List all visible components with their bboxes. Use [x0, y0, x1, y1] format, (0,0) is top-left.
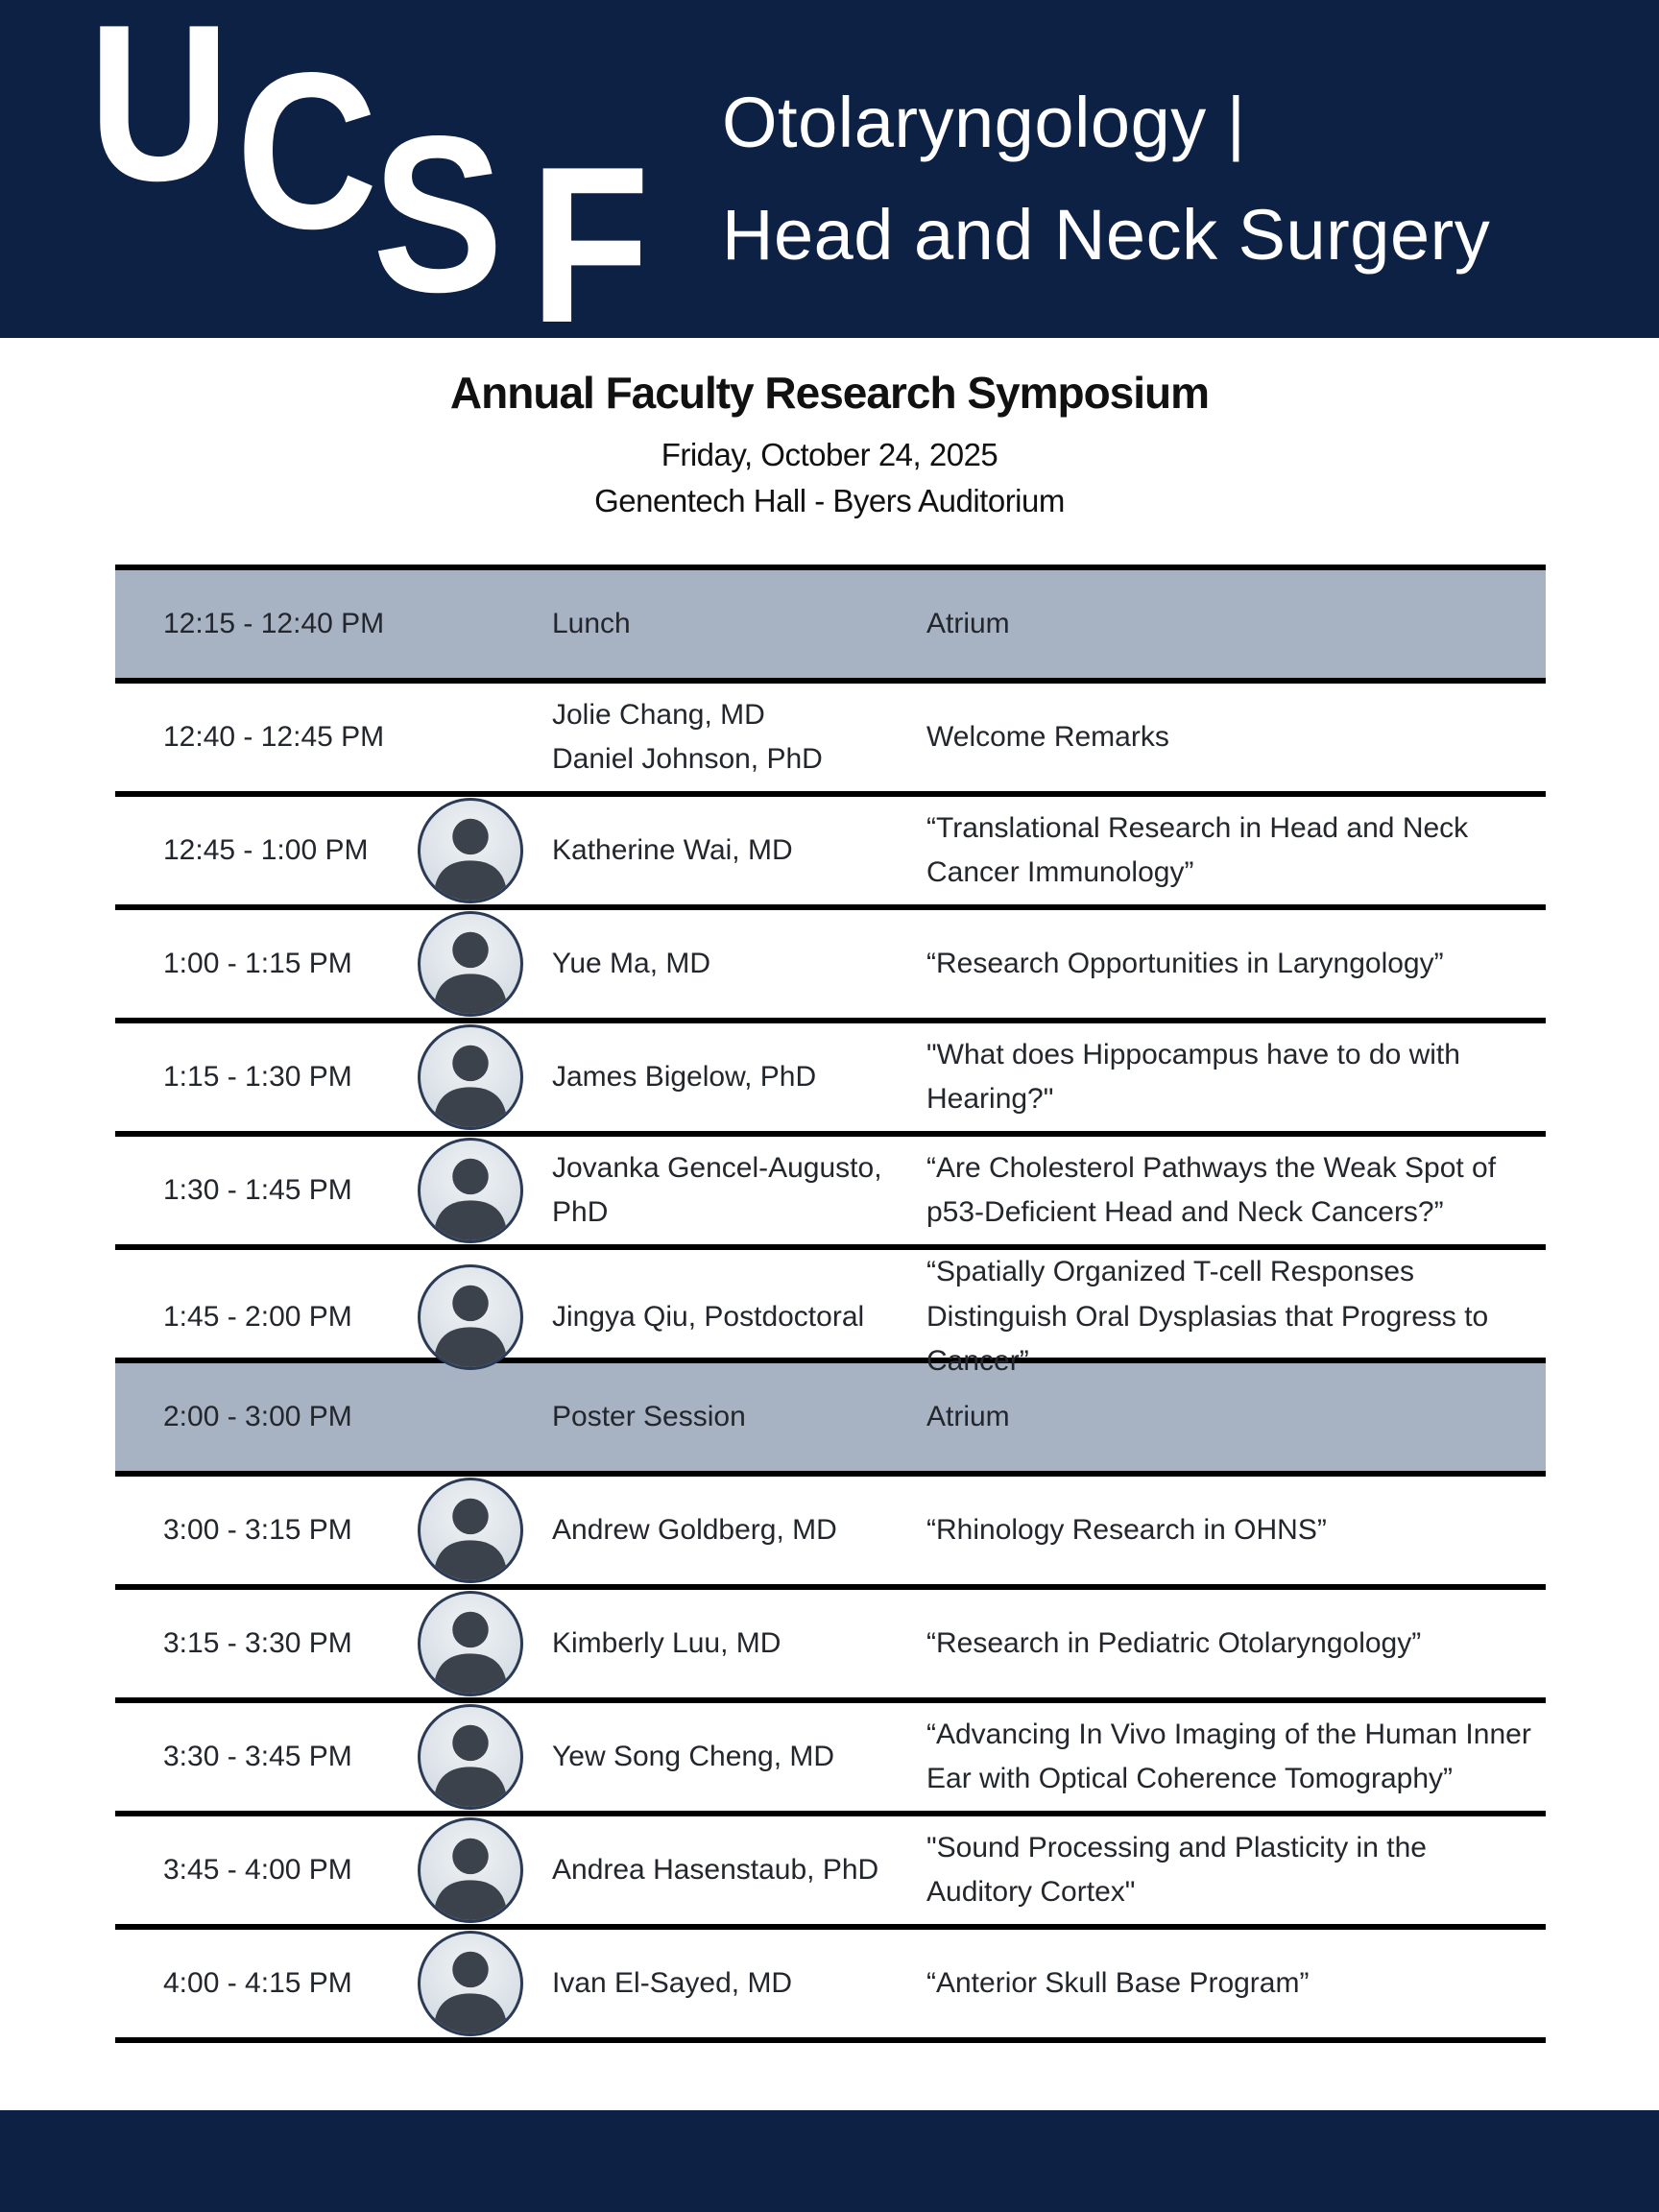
ucsf-logo: [0, 0, 672, 370]
event-title: Annual Faculty Research Symposium: [449, 368, 1210, 418]
speaker-name-line: Yew Song Cheng, MD: [552, 1740, 835, 1772]
schedule-row: [115, 1131, 1546, 1244]
speaker-photo: [418, 1591, 523, 1696]
schedule-row: [115, 1924, 1546, 2037]
speaker-photo: [418, 798, 523, 903]
schedule-row: [115, 904, 1546, 1018]
speaker-names: [552, 602, 631, 647]
session-time: 12:40 - 12:45 PM: [163, 721, 385, 753]
speaker-name-line: Ivan El-Sayed, MD: [552, 1966, 793, 1999]
person-silhouette-icon: [421, 1594, 520, 1694]
person-silhouette-icon: [421, 1707, 520, 1807]
schedule-table: [115, 565, 1546, 2043]
speaker-name-line: Andrea Hasenstaub, PhD: [552, 1853, 879, 1886]
speaker-name-line: Daniel Johnson, PhD: [552, 743, 823, 775]
session-speaker-cell: [418, 911, 926, 1017]
session-title: "Sound Processing and Plasticity in the Auditory Cortex": [926, 1831, 1427, 1908]
speaker-names: [552, 1146, 926, 1236]
session-speaker-cell: [418, 1931, 926, 2036]
speaker-name-line: James Bigelow, PhD: [552, 1060, 817, 1093]
person-silhouette-icon: [421, 1141, 520, 1240]
speaker-photo: [418, 1817, 523, 1923]
session-time: 12:45 - 1:00 PM: [163, 834, 369, 866]
session-time: 1:00 - 1:15 PM: [163, 948, 352, 979]
event-title-block: [0, 367, 1659, 524]
speaker-photo: [418, 1931, 523, 2036]
speaker-name-line: Yue Ma, MD: [552, 947, 711, 979]
speaker-photo: [418, 1478, 523, 1583]
person-silhouette-icon: [421, 1934, 520, 2033]
schedule-row: [115, 791, 1546, 904]
speaker-names: [552, 1848, 878, 1893]
session-title: Welcome Remarks: [926, 720, 1169, 753]
speaker-photo: [418, 1138, 523, 1243]
session-time: 1:30 - 1:45 PM: [163, 1174, 352, 1206]
session-title: “Translational Research in Head and Neck Cancer Immunology”: [926, 811, 1469, 888]
department-line1: Otolaryngology |: [722, 83, 1246, 162]
session-speaker-cell: [418, 1138, 926, 1243]
schedule-row: [115, 1244, 1546, 1377]
session-speaker-cell: [418, 1591, 926, 1696]
logo-letter: C: [236, 27, 373, 276]
person-silhouette-icon: [421, 801, 520, 901]
department-name: [722, 67, 1490, 292]
session-time: 2:00 - 3:00 PM: [163, 1401, 352, 1432]
schedule-row: [115, 565, 1546, 678]
speaker-names: [552, 1961, 792, 2007]
speaker-name-line: Jovanka Gencel-Augusto, PhD: [552, 1151, 882, 1228]
speaker-name-line: Andrew Goldberg, MD: [552, 1513, 837, 1546]
person-silhouette-icon: [421, 1267, 520, 1367]
person-silhouette-icon: [421, 1480, 520, 1580]
session-speaker-cell: [418, 1024, 926, 1130]
speaker-photo: [418, 1024, 523, 1130]
session-time: 12:15 - 12:40 PM: [163, 608, 385, 639]
speaker-names: [552, 829, 793, 874]
schedule-row: [115, 678, 1546, 791]
speaker-name-line: Katherine Wai, MD: [552, 833, 793, 866]
speaker-name-line: Jingya Qiu, Postdoctoral: [552, 1300, 865, 1333]
ucsf-header-banner: [0, 0, 1659, 370]
session-speaker-cell: [418, 1817, 926, 1923]
speaker-names: [552, 1735, 834, 1780]
session-time: 3:30 - 3:45 PM: [163, 1741, 352, 1772]
session-title: “Advancing In Vivo Imaging of the Human Inner Ear with Optical Coherence Tomography”: [926, 1718, 1531, 1794]
logo-letter: S: [373, 90, 498, 339]
session-time: 1:15 - 1:30 PM: [163, 1061, 352, 1093]
session-title: "What does Hippocampus have to do with Hearing?": [926, 1038, 1460, 1115]
speaker-names: [552, 942, 710, 987]
session-speaker-cell: [418, 1364, 926, 1470]
session-title: Atrium: [926, 1400, 1010, 1432]
schedule-row: [115, 1584, 1546, 1697]
speaker-names: [552, 1295, 864, 1340]
person-silhouette-icon: [421, 914, 520, 1014]
person-silhouette-icon: [421, 1027, 520, 1127]
session-title: “Are Cholesterol Pathways the Weak Spot of p53-Deficient Head and Neck Cancers?”: [926, 1151, 1497, 1228]
session-speaker-cell: [418, 571, 926, 677]
session-title: “Research Opportunities in Laryngology”: [926, 947, 1444, 979]
speaker-photo: [418, 1264, 523, 1370]
session-time: 3:45 - 4:00 PM: [163, 1854, 352, 1886]
session-speaker-cell: [418, 1264, 926, 1370]
schedule-row: [115, 1018, 1546, 1131]
speaker-name-line: Jolie Chang, MD: [552, 698, 765, 731]
session-speaker-cell: [418, 1704, 926, 1810]
speaker-name-line: Kimberly Luu, MD: [552, 1626, 781, 1659]
speaker-photo: [418, 911, 523, 1017]
speaker-name-line: Poster Session: [552, 1400, 746, 1432]
speaker-names: [552, 1508, 837, 1553]
person-silhouette-icon: [421, 1820, 520, 1920]
schedule-row: [115, 1697, 1546, 1811]
session-time: 3:00 - 3:15 PM: [163, 1514, 352, 1546]
speaker-photo: [418, 1704, 523, 1810]
session-time: 1:45 - 2:00 PM: [163, 1300, 352, 1333]
speaker-name-line: Lunch: [552, 607, 631, 639]
logo-letter: U: [88, 0, 226, 228]
session-speaker-cell: [418, 798, 926, 903]
session-time: 4:00 - 4:15 PM: [163, 1967, 352, 1999]
session-title: “Rhinology Research in OHNS”: [926, 1513, 1327, 1546]
department-line2: Head and Neck Surgery: [722, 194, 1491, 275]
schedule-row: [115, 1471, 1546, 1584]
footer-band: [0, 2110, 1659, 2212]
event-date: Friday, October 24, 2025: [661, 437, 998, 472]
session-title: “Research in Pediatric Otolaryngology”: [926, 1626, 1422, 1659]
session-title: Atrium: [926, 607, 1010, 639]
schedule-row: [115, 1811, 1546, 1924]
session-speaker-cell: [418, 685, 926, 790]
event-venue: Genentech Hall - Byers Auditorium: [594, 482, 1065, 518]
speaker-names: [552, 1622, 781, 1667]
speaker-names: [552, 1055, 816, 1100]
logo-letter: F: [530, 121, 645, 370]
speaker-names: [552, 693, 823, 782]
session-title: “Anterior Skull Base Program”: [926, 1966, 1310, 1999]
session-title: “Spatially Organized T-cell Responses Distinguish Oral Dysplasias that Progress to Cancer”: [926, 1256, 1489, 1377]
session-speaker-cell: [418, 1478, 926, 1583]
session-time: 3:15 - 3:30 PM: [163, 1627, 352, 1659]
speaker-names: [552, 1395, 746, 1440]
